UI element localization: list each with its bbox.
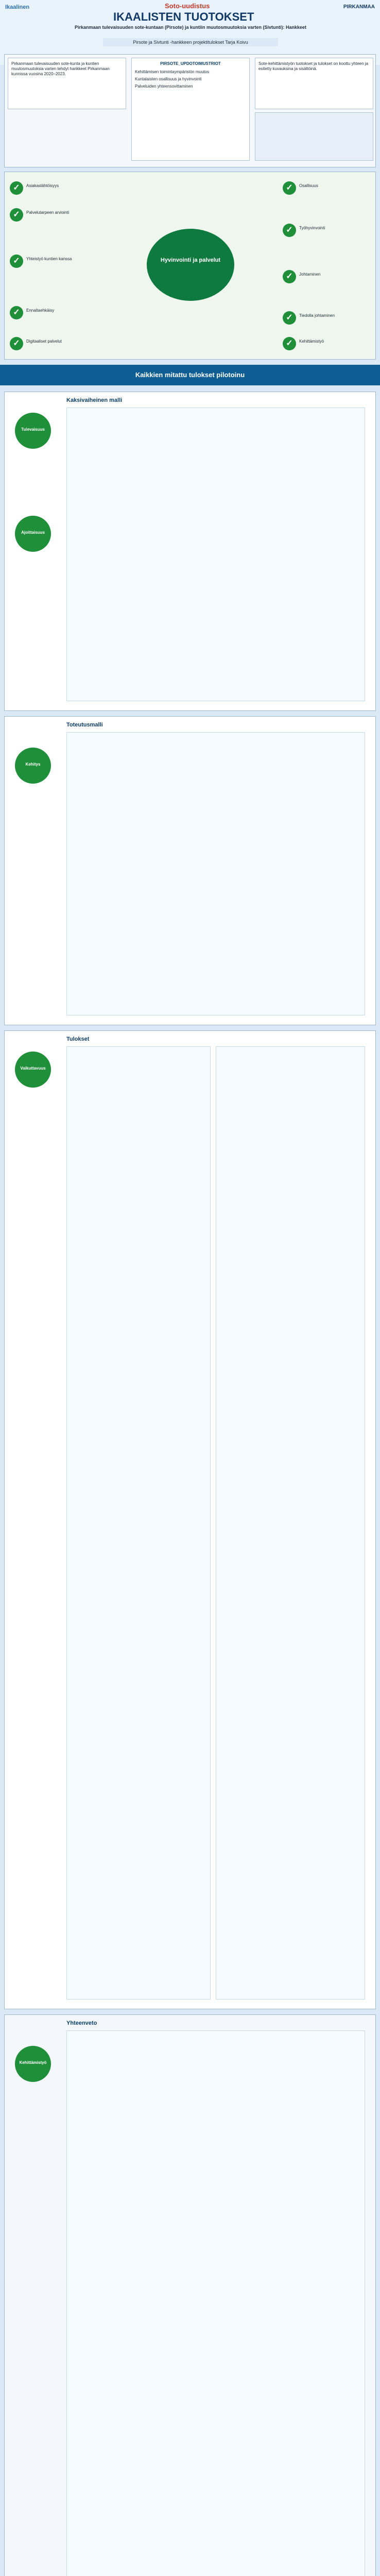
intro-right-box (255, 58, 373, 109)
model-title: Toteutusmalli (66, 722, 103, 728)
intro-panel (4, 54, 376, 167)
services-title: Kaksivaiheinen malli (66, 397, 123, 403)
check-icon: ✓ (10, 337, 23, 350)
center-circle (147, 229, 234, 301)
pirkanmaa-logo: PIRKANMAA (343, 4, 375, 10)
goal-item: Kehittämistyö (299, 339, 324, 344)
left-label: Ajoittaisuus (21, 530, 45, 535)
soto-logo: Soto-uudistus (165, 2, 210, 10)
intro-left-box (8, 58, 126, 109)
results-title: Tulokset (66, 1036, 90, 1042)
band-title: Kaikkien mitattu tulokset pilotoinu (135, 371, 245, 379)
goal-item: Johtaminen (299, 272, 321, 277)
left-label: Vaikuttavuus (20, 1066, 46, 1071)
intro-photo (255, 112, 373, 161)
services-panel (4, 392, 376, 711)
left-label: Tulevaisuus (21, 427, 45, 432)
goals-panel (4, 172, 376, 360)
intro-left-text: Pirkanmaan tulevaisuuden sote-kunta ja kuntien muutosmuutoksia varten tehdyt hankkeet Pirkanmaan kunnissa vuosina 2020–2023. (11, 61, 110, 76)
goal-item: Tiedolla johtaminen (299, 313, 335, 318)
intro-mid-item: Kuntalaisten osallisuus ja hyvinvointi (135, 77, 202, 81)
intro-right-text: Sote-kehittämistyön tuotokset ja tulokset on koottu yhteen ja esitetty kuvauksina ja sisältöinä. (258, 61, 369, 71)
goal-item: Digitaaliset palvelut (26, 339, 62, 344)
results-col-right (216, 1046, 365, 1999)
services-content (66, 408, 365, 701)
check-icon: ✓ (283, 337, 296, 350)
check-icon: ✓ (283, 311, 296, 325)
check-icon: ✓ (10, 181, 23, 195)
check-icon: ✓ (10, 306, 23, 319)
ikaalinen-logo: Ikaalinen (5, 4, 30, 10)
intro-mid-item: Palveluiden yhteensovittaminen (135, 84, 193, 89)
intro-mid-box (131, 58, 250, 161)
goal-item: Yhteistyö kuntien kanssa (26, 257, 72, 261)
goal-item: Palvelutarpeen arviointi (26, 210, 70, 215)
results-col-left (66, 1046, 211, 1999)
check-icon: ✓ (10, 208, 23, 222)
left-label: Kehittämistyö (19, 2060, 47, 2065)
goal-item: Osallisuus (299, 183, 318, 188)
page-title: IKAALISTEN TUOTOKSET (113, 10, 254, 23)
summary-title: Yhteenveto (66, 2020, 97, 2026)
goal-item: Ennaltaehkäisy (26, 308, 55, 313)
intro-mid-item: Kehittämisen toimintaympäristön muutos (135, 70, 210, 74)
left-label: Kehitys (25, 762, 41, 767)
goal-item: Työhyvinvointi (299, 226, 325, 230)
tagline: Pirsote ja Sivtunti -hankkeen projektitulokset Tarja Koivu (103, 38, 278, 46)
page-subtitle: Pirkanmaan tulevaisuuden sote-kuntaan (Pirsote) ja kuntiin muutosmuutoksia varten (Sivtunti): Hankkeet (74, 25, 307, 30)
summary-content (66, 2030, 365, 2576)
model-panel (4, 716, 376, 1025)
check-icon: ✓ (10, 255, 23, 268)
intro-mid-title: PIRSOTE_UPDOTOIMUSTRIOT (160, 61, 221, 66)
center-node: Hyvinvointi ja palvelut (160, 257, 221, 263)
goal-item: Asiakaslähtöisyys (26, 183, 59, 188)
check-icon: ✓ (283, 270, 296, 283)
results-panel (4, 1030, 376, 2009)
summary-panel (4, 2014, 376, 2576)
model-content (66, 732, 365, 1015)
check-icon: ✓ (283, 181, 296, 195)
check-icon: ✓ (283, 224, 296, 237)
